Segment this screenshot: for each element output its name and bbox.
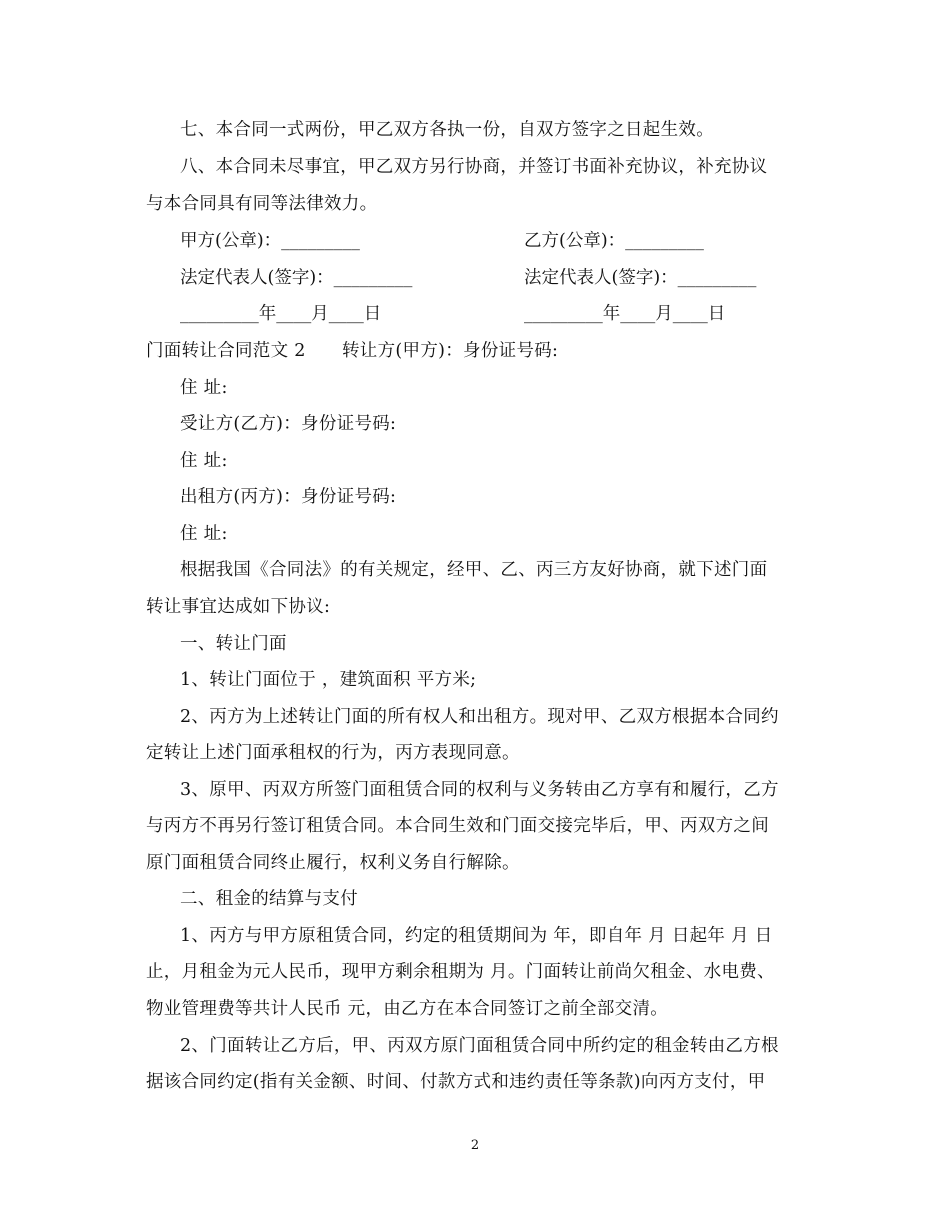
item-2-2-continued: 据该合同约定(指有关金额、时间、付款方式和违约责任等条款)向丙方支付，甲 [146, 1072, 766, 1092]
heading-transfer-storefront: 一、转让门面 [180, 634, 287, 654]
item-1-3-continued-2: 原门面租赁合同终止履行，权利义务自行解除。 [146, 853, 520, 873]
item-2-2: 2、门面转让乙方后，甲、丙双方原门面租赁合同中所约定的租金转由乙方根 [180, 1036, 779, 1056]
party-b-seal: 乙方(公章)：_________ [524, 231, 704, 251]
page-number: 2 [470, 1138, 480, 1153]
heading-rent-settlement: 二、租金的结算与支付 [180, 889, 358, 909]
transferor-address: 住 址: [180, 378, 228, 398]
party-b-date: _________年____月____日 [524, 304, 726, 324]
item-2-1: 1、丙方与甲方原租赁合同，约定的租赁期间为 年，即自年 月 日起年 月 日 [180, 926, 773, 946]
clause-eight: 八、本合同未尽事宜，甲乙双方另行协商，并签订书面补充协议，补充协议 [180, 157, 768, 177]
transferee-line: 受让方(乙方)：身份证号码: [180, 414, 397, 434]
party-b-representative: 法定代表人(签字)：_________ [524, 268, 757, 288]
lessor-line: 出租方(丙方)：身份证号码: [180, 487, 397, 507]
clause-seven: 七、本合同一式两份，甲乙双方各执一份，自双方签字之日起生效。 [180, 120, 714, 140]
transferee-address: 住 址: [180, 451, 228, 471]
item-1-3-continued: 与丙方不再另行签订租赁合同。本合同生效和门面交接完毕后，甲、丙双方之间 [146, 816, 769, 836]
item-1-2-continued: 定转让上述门面承租权的行为，丙方表现同意。 [146, 743, 520, 763]
item-2-1-continued-2: 物业管理费等共计人民币 元，由乙方在本合同签订之前全部交清。 [146, 999, 669, 1019]
lessor-address: 住 址: [180, 524, 228, 544]
clause-eight-continued: 与本合同具有同等法律效力。 [146, 194, 378, 214]
transferor-line: 转让方(甲方)：身份证号码: [342, 341, 559, 361]
item-1-2: 2、丙方为上述转让门面的所有权人和出租方。现对甲、乙双方根据本合同约 [180, 707, 779, 727]
item-1-3: 3、原甲、丙双方所签门面租赁合同的权利与义务转由乙方享有和履行，乙方 [180, 780, 779, 800]
section-title: 门面转让合同范文 2 [146, 341, 306, 361]
preamble: 根据我国《合同法》的有关规定，经甲、乙、丙三方友好协商，就下述门面 [180, 560, 768, 580]
item-2-1-continued: 止，月租金为元人民币，现甲方剩余租期为 月。门面转让前尚欠租金、水电费、 [146, 962, 775, 982]
item-1-1: 1、转让门面位于 ，建筑面积 平方米; [180, 670, 477, 690]
party-a-representative: 法定代表人(签字)：_________ [180, 268, 413, 288]
preamble-continued: 转让事宜达成如下协议: [146, 597, 331, 617]
party-a-date: _________年____月____日 [180, 304, 382, 324]
party-a-seal: 甲方(公章)：_________ [180, 231, 360, 251]
